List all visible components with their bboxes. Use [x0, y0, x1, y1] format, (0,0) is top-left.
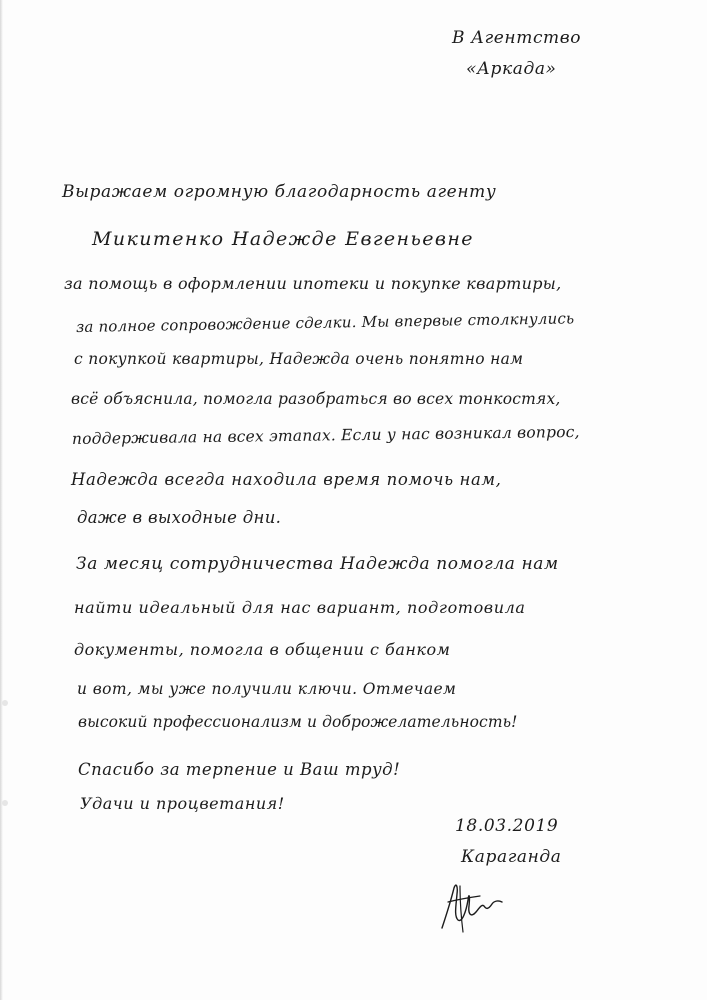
- letter-line: с покупкой квартиры, Надежда очень понятно нам: [74, 350, 524, 368]
- letter-line: и вот, мы уже получили ключи. Отмечаем: [77, 680, 457, 698]
- letter-line: поддерживала на всех этапах. Если у нас возникал вопрос,: [71, 422, 580, 448]
- letter-line: Надежда всегда находила время помочь нам,: [71, 470, 502, 489]
- letter-line: За месяц сотрудничества Надежда помогла нам: [76, 554, 559, 574]
- signature-stroke: [460, 886, 463, 932]
- signature-stroke: [448, 896, 480, 902]
- addressee-line: В Агентство: [452, 28, 582, 48]
- letter-date: 18.03.2019: [455, 816, 559, 836]
- letter-line: Удачи и процветания!: [80, 794, 285, 813]
- letter-line: документы, помогла в общении с банком: [74, 640, 451, 659]
- letter-line: за помощь в оформлении ипотеки и покупке квартиры,: [64, 274, 562, 293]
- date-place-block: [455, 818, 675, 866]
- handwritten-signature: [436, 876, 526, 936]
- letter-line: всё объяснила, помогла разобраться во всех тонкостях,: [71, 390, 561, 408]
- letter-line: высокий профессионализм и доброжелательность!: [78, 713, 518, 731]
- letter-line: найти идеальный для нас вариант, подготовила: [74, 598, 526, 617]
- signature-stroke: [442, 885, 502, 928]
- letter-line: Спасибо за терпение и Ваш труд!: [78, 760, 401, 779]
- letter-place: Караганда: [461, 847, 562, 867]
- agency-name: «Аркада»: [466, 59, 557, 79]
- letter-line: даже в выходные дни.: [77, 508, 282, 527]
- letter-line: Микитенко Надежде Евгеньевне: [92, 228, 474, 250]
- letter-line: за полное сопровождение сделки. Мы впервые столкнулись: [75, 309, 575, 336]
- letter-line: Выражаем огромную благодарность агенту: [62, 182, 497, 202]
